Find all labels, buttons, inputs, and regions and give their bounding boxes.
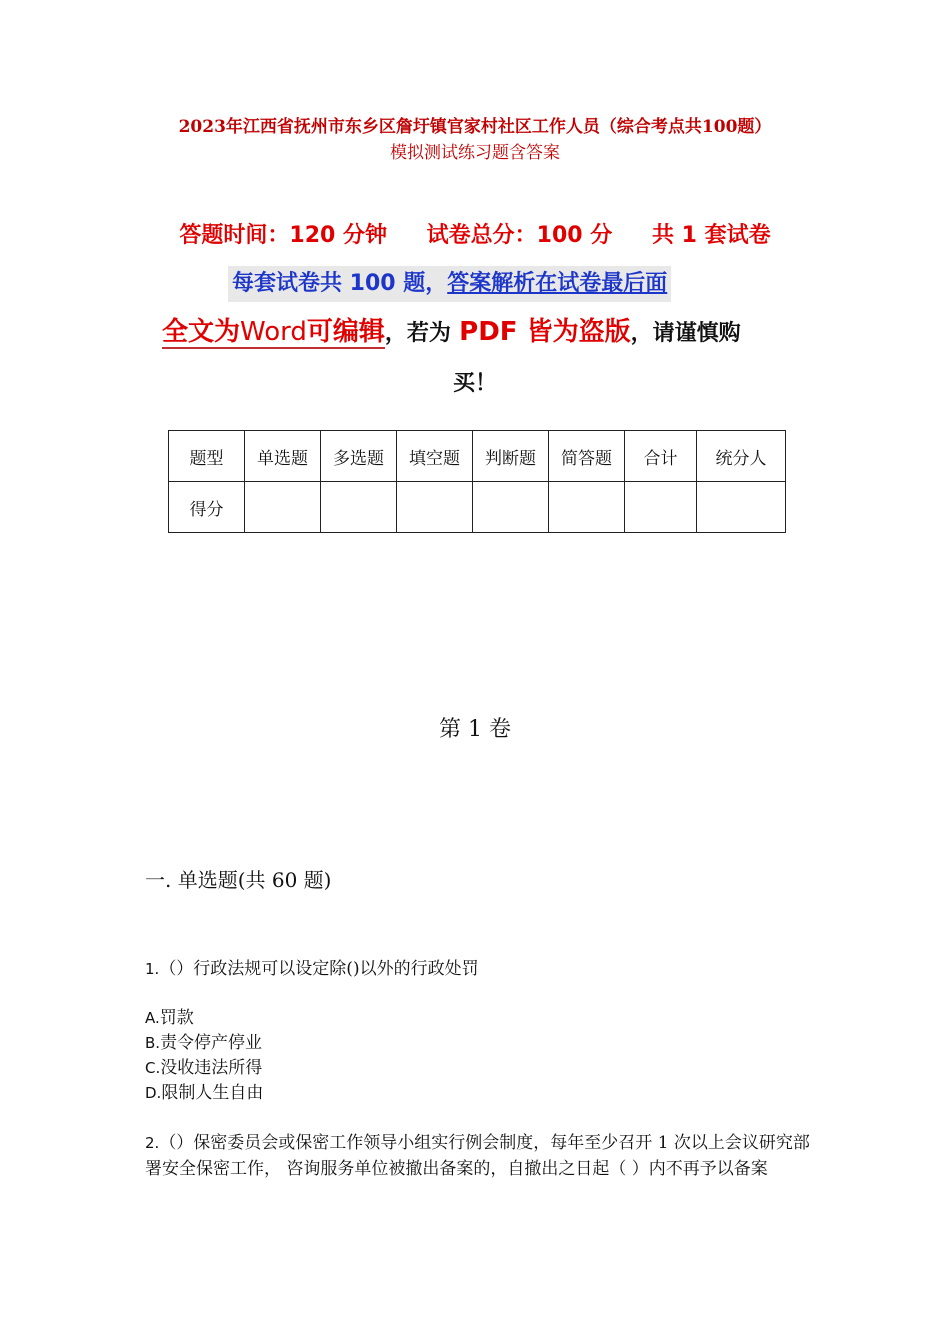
score-cell[interactable] (625, 482, 697, 533)
option-label: B. (145, 1034, 161, 1052)
document-title (0, 114, 950, 166)
copyright-notice (162, 312, 802, 354)
score-cell[interactable] (473, 482, 549, 533)
score-table (168, 430, 786, 533)
option-label: A. (145, 1009, 160, 1027)
answer-notice-part2: 答案解析在试卷最后面 (447, 271, 668, 296)
pdf-piracy-text: PDF 皆为盗版 (459, 317, 631, 347)
exam-sets: 共 1 套试卷 (651, 223, 771, 248)
score-cell[interactable] (697, 482, 786, 533)
question-number: 2. (145, 1134, 160, 1152)
answer-notice (228, 266, 671, 302)
word-label: Word (240, 317, 307, 347)
header-cell-scorer: 统分人 (697, 431, 786, 482)
exam-total-score: 试卷总分：100 分 (426, 223, 613, 248)
option-a (145, 1006, 194, 1031)
question-text: （）保密委员会或保密工作领导小组实行例会制度，每年至少召开 1 次以上会议研究部署安全保密工作， 咨询服务单位被撤出备案的，自撤出之日起（ ）内不再予以备案 (145, 1133, 810, 1179)
comma-1: ， (384, 321, 407, 346)
header-cell-short: 简答题 (549, 431, 625, 482)
header-cell-judge: 判断题 (473, 431, 549, 482)
option-d (145, 1081, 263, 1106)
score-cell[interactable] (397, 482, 473, 533)
option-label: C. (145, 1059, 161, 1077)
score-cell[interactable] (549, 482, 625, 533)
question-number: 1. (145, 960, 160, 978)
option-text: 限制人生自由 (161, 1083, 264, 1103)
header-cell-total: 合计 (625, 431, 697, 482)
option-label: D. (145, 1084, 162, 1102)
question-2 (145, 1130, 810, 1182)
title-line-2: 模拟测试练习题含答案 (390, 143, 560, 163)
answer-notice-part1: 每套试卷共 100 题， (232, 271, 448, 296)
question-text: （）行政法规可以设定除()以外的行政处罚 (159, 959, 479, 979)
score-table-header-row (169, 431, 786, 482)
exam-time: 答题时间：120 分钟 (179, 223, 387, 248)
option-c (145, 1056, 262, 1081)
volume-title: 第 1 卷 (439, 717, 511, 742)
editable-label: 可编辑 (306, 317, 385, 347)
score-cell[interactable] (245, 482, 321, 533)
careful-text: 请谨慎购 (652, 321, 741, 346)
score-table-score-row (169, 482, 786, 533)
editable-notice (162, 317, 385, 349)
score-row-label: 得分 (169, 482, 245, 533)
score-cell[interactable] (321, 482, 397, 533)
if-text: 若为 (406, 321, 451, 346)
exam-info (0, 218, 950, 249)
buy-text: 买！ (452, 371, 497, 396)
header-cell-type: 题型 (169, 431, 245, 482)
section-title: 一. 单选题(共 60 题) (145, 868, 332, 892)
editable-notice-prefix: 全文为 (162, 317, 241, 347)
title-line-1: 2023年江西省抚州市东乡区詹圩镇官家村社区工作人员（综合考点共100题） (178, 117, 772, 137)
option-text: 没收违法所得 (160, 1058, 263, 1078)
option-text: 责令停产停业 (160, 1033, 263, 1053)
header-cell-single: 单选题 (245, 431, 321, 482)
option-text: 罚款 (159, 1008, 194, 1028)
comma-2: ， (630, 321, 653, 346)
option-b (145, 1031, 262, 1056)
question-1 (145, 956, 810, 982)
header-cell-multi: 多选题 (321, 431, 397, 482)
header-cell-fill: 填空题 (397, 431, 473, 482)
